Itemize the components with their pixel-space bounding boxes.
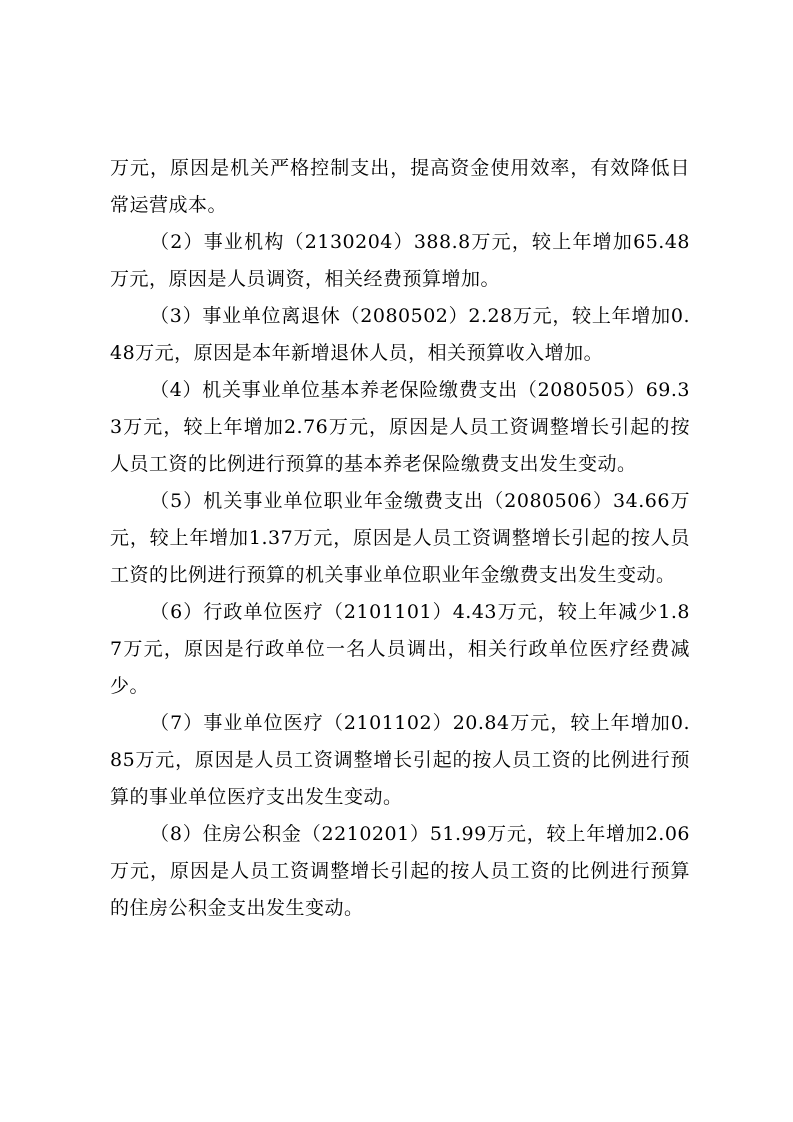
- paragraph-item-7: （7）事业单位医疗（2101102）20.84万元，较上年增加0.85万元，原因是人员工资调整增长引起的按人员工资的比例进行预算的事业单位医疗支出发生变动。: [110, 712, 690, 808]
- paragraph-item-8: （8）住房公积金（2210201）51.99万元，较上年增加2.06万元，原因是人员工资调整增长引起的按人员工资的比例进行预算的住房公积金支出发生变动。: [110, 823, 690, 919]
- paragraph-item-3: （3）事业单位离退休（2080502）2.28万元，较上年增加0.48万元，原因是本年新增退休人员，相关预算收入增加。: [110, 305, 690, 364]
- document-body: [110, 150, 690, 927]
- paragraph-item-6: （6）行政单位医疗（2101101）4.43万元，较上年减少1.87万元，原因是行政单位一名人员调出，相关行政单位医疗经费减少。: [110, 601, 690, 697]
- paragraph-item-5: （5）机关事业单位职业年金缴费支出（2080506）34.66万元，较上年增加1.37万元，原因是人员工资调整增长引起的按人员工资的比例进行预算的机关事业单位职业年金缴费支出发生变动。: [110, 490, 690, 586]
- paragraph-continuation: 万元，原因是机关严格控制支出，提高资金使用效率，有效降低日常运营成本。: [110, 157, 690, 216]
- paragraph-item-4: （4）机关事业单位基本养老保险缴费支出（2080505）69.33万元，较上年增加2.76万元，原因是人员工资调整增长引起的按人员工资的比例进行预算的基本养老保险缴费支出发生变动。: [110, 379, 690, 475]
- paragraph-item-2: （2）事业机构（2130204）388.8万元，较上年增加65.48万元，原因是人员调资，相关经费预算增加。: [110, 231, 690, 290]
